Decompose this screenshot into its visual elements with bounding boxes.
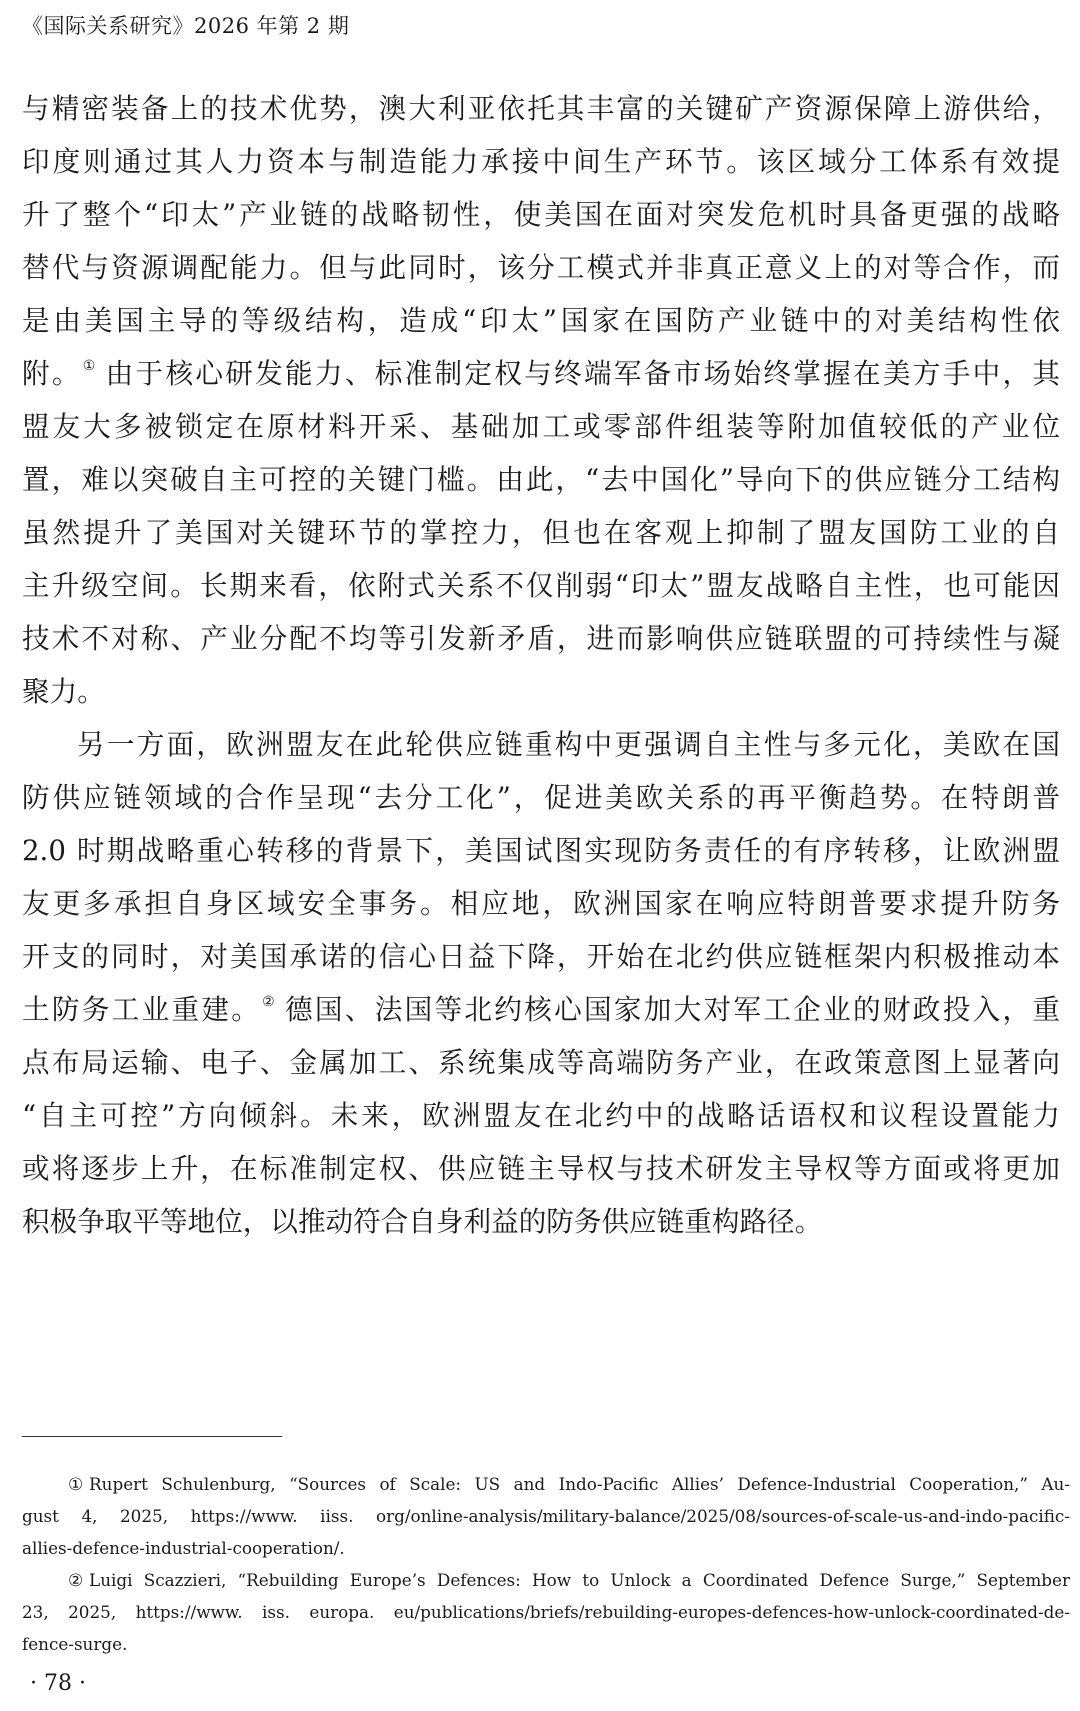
footnote-text: Rupert Schulenburg, “Sources of Scale: US and Indo-Pacific Allies’ Defence-Industrial Cooperation,” Au- (89, 1474, 1070, 1494)
text-line: 或将逐步上升，在标准制定权、供应链主导权与技术研发主导权等方面或将更加 (22, 1152, 1060, 1185)
text-line: 另一方面，欧洲盟友在此轮供应链重构中更强调自主性与多元化，美欧在国 (77, 728, 1060, 761)
page-number: · 78 · (30, 1671, 86, 1696)
footnote-text: Luigi Scazzieri, “Rebuilding Europe’s Defences: How to Unlock a Coordinated Defence Surge,” September (89, 1570, 1070, 1590)
footnote-line: allies-defence-industrial-cooperation/. (22, 1538, 345, 1558)
text-line: 升了整个“印太”产业链的战略韧性，使美国在面对突发危机时具备更强的战略 (22, 198, 1060, 231)
text-fragment: 德国、法国等北约核心国家加大对军工企业的财政投入，重 (285, 993, 1060, 1026)
text-line: 虽然提升了美国对关键环节的掌控力，但也在客观上抑制了盟友国防工业的自 (22, 516, 1060, 549)
text-fragment: 由于核心研发能力、标准制定权与终端军备市场始终掌握在美方手中，其 (105, 357, 1060, 390)
footnote-number: ② (68, 1570, 84, 1590)
text-line: 与精密装备上的技术优势，澳大利亚依托其丰富的关键矿产资源保障上游供给， (22, 92, 1060, 125)
text-line: 2.0 时期战略重心转移的背景下，美国试图实现防务责任的有序转移，让欧洲盟 (22, 834, 1060, 867)
text-line: 盟友大多被锁定在原材料开采、基础加工或零部件组装等附加值较低的产业位 (22, 410, 1060, 443)
text-line: 友更多承担自身区域安全事务。相应地，欧洲国家在响应特朗普要求提升防务 (22, 887, 1060, 920)
text-line: 开支的同时，对美国承诺的信心日益下降，开始在北约供应链框架内积极推动本 (22, 940, 1060, 973)
text-fragment: 附。 (22, 357, 82, 390)
footnote-marker[interactable]: ① (82, 358, 98, 374)
footnote-line: 23, 2025, https://www. iss. europa. eu/publications/briefs/rebuilding-europes-defences-how-unlock-coordinated-de- (22, 1602, 1070, 1622)
text-line: 防供应链领域的合作呈现“去分工化”，促进美欧关系的再平衡趋势。在特朗普 (22, 781, 1060, 814)
text-line: 技术不对称、产业分配不均等引发新矛盾，进而影响供应链联盟的可持续性与凝 (22, 622, 1060, 655)
footnotes (22, 1468, 1070, 1660)
footnote-line (22, 1564, 1070, 1596)
text-line (22, 983, 1060, 1036)
footnote-line (22, 1468, 1070, 1500)
text-line: 点布局运输、电子、金属加工、系统集成等高端防务产业，在政策意图上显著向 (22, 1046, 1060, 1079)
text-line: 印度则通过其人力资本与制造能力承接中间生产环节。该区域分工体系有效提 (22, 145, 1060, 178)
footnote-number: ① (68, 1474, 84, 1494)
text-line: 替代与资源调配能力。但与此同时，该分工模式并非真正意义上的对等合作，而 (22, 251, 1060, 284)
body-text (22, 82, 1060, 1248)
text-line: 聚力。 (22, 675, 105, 708)
text-fragment: 土防务工业重建。 (22, 993, 262, 1026)
text-line: 是由美国主导的等级结构，造成“印太”国家在国防产业链中的对美结构性依 (22, 304, 1060, 337)
text-line: “自主可控”方向倾斜。未来，欧洲盟友在北约中的战略话语权和议程设置能力 (22, 1099, 1060, 1132)
text-line (22, 347, 1060, 400)
footnote-marker[interactable]: ② (262, 994, 278, 1010)
running-head: 《国际关系研究》2026 年第 2 期 (22, 14, 350, 38)
footnote-line: fence-surge. (22, 1634, 128, 1654)
footnote-divider (22, 1436, 282, 1437)
footnote-line: gust 4, 2025, https://www. iiss. org/online-analysis/military-balance/2025/08/sources-of-scale-us-and-indo-pacific- (22, 1506, 1070, 1526)
text-line: 积极争取平等地位，以推动符合自身利益的防务供应链重构路径。 (22, 1205, 823, 1238)
text-line: 主升级空间。长期来看，依附式关系不仅削弱“印太”盟友战略自主性，也可能因 (22, 569, 1060, 602)
text-line: 置，难以突破自主可控的关键门槛。由此，“去中国化”导向下的供应链分工结构 (22, 463, 1060, 496)
